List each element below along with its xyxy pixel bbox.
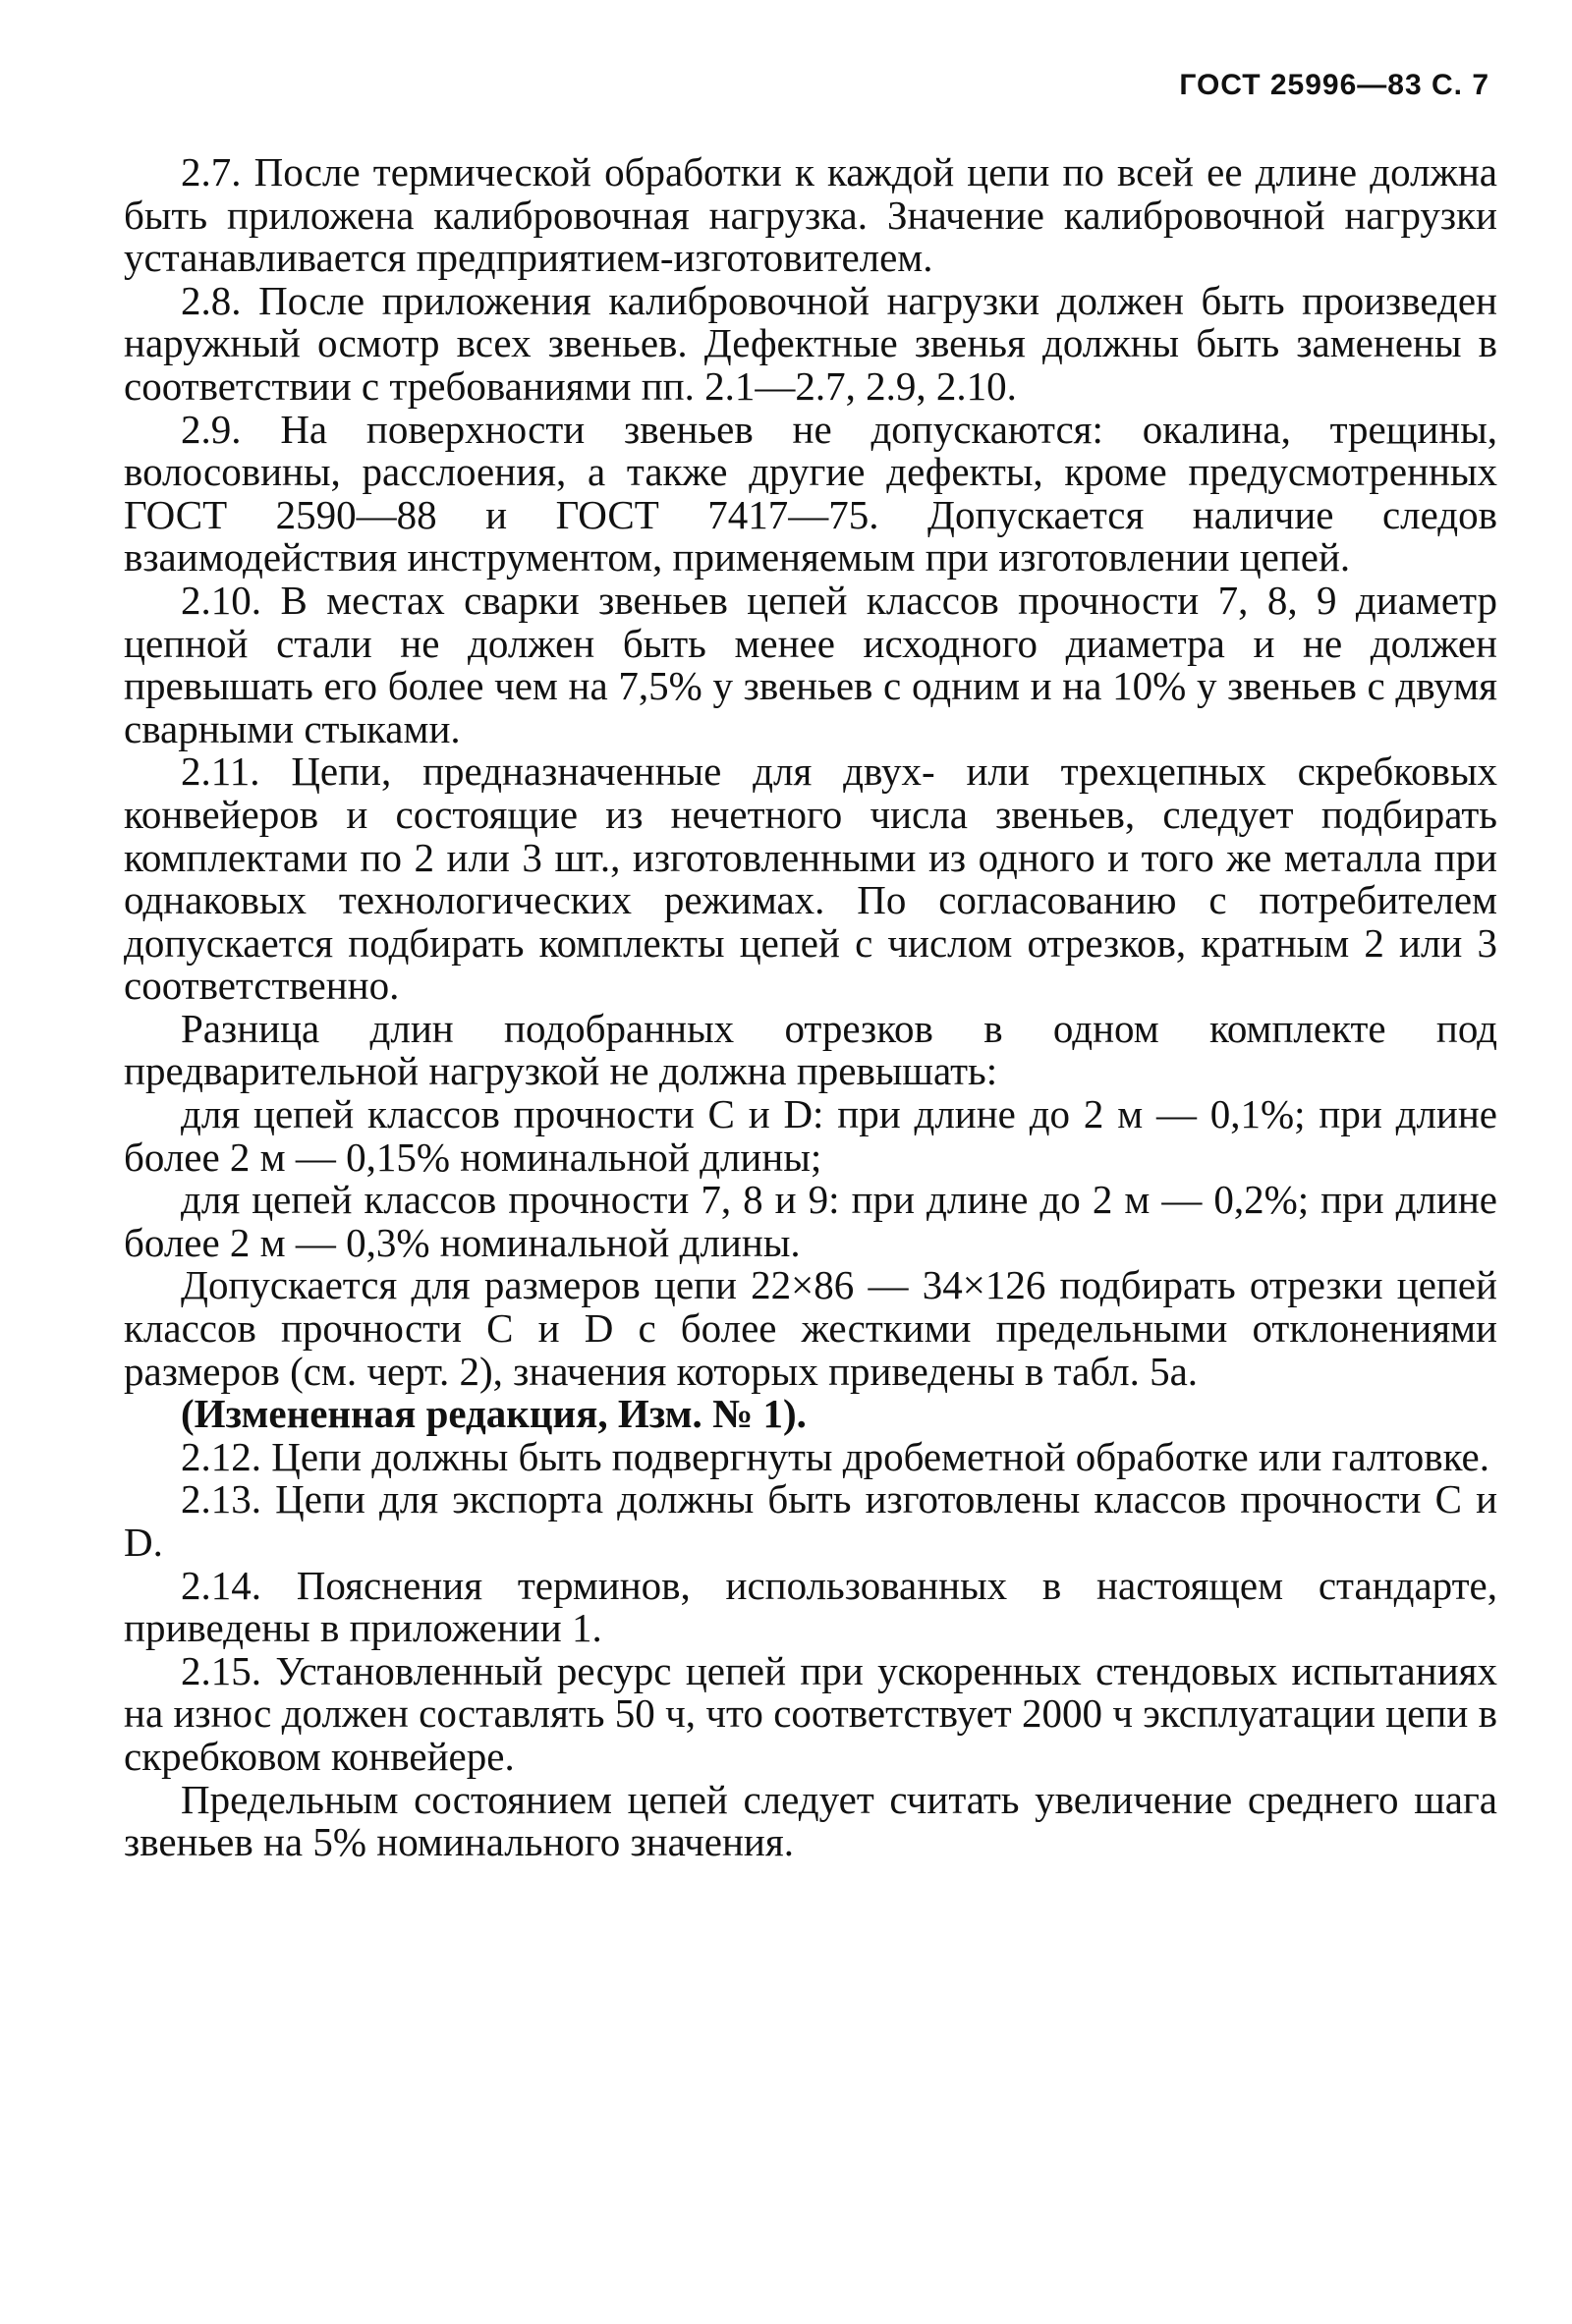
paragraph-text: для цепей классов прочности C и D: при длине до 2 м — 0,1%; при длине более 2 м — 0,15% номинальной длины;: [124, 1091, 1497, 1180]
paragraph-text: Цепи должны быть подвергнуты дробеметной обработке или галтовке.: [271, 1433, 1489, 1479]
paragraph-2-8: [124, 277, 1497, 409]
clause-number: 2.11.: [181, 748, 260, 795]
paragraph-text: Допускается для размеров цепи 22×86 — 34×126 подбирать отрезки цепей классов прочности C и D с более жесткими предельными отклонениями размеров (см. черт. 2), значения которых приведены в табл. 5а.: [124, 1262, 1497, 1394]
paragraph-text: Разница длин подобранных отрезков в одном комплекте под предварительной нагрузкой не должна превышать:: [124, 1005, 1497, 1094]
paragraph-text: После термической обработки к каждой цепи по всей ее длине должна быть приложена калибровочная нагрузка. Значение калибровочной нагрузки устанавливается предприятием-изготовителем.: [124, 149, 1497, 281]
amendment-note: [124, 1393, 1497, 1436]
clause-number: 2.13.: [181, 1476, 261, 1522]
paragraph-limit-state: [124, 1776, 1497, 1865]
paragraph-classes-c-d: [124, 1093, 1497, 1179]
clause-number: 2.9.: [181, 406, 242, 452]
clause-number: 2.8.: [181, 277, 242, 323]
clause-number: 2.15.: [181, 1647, 261, 1693]
paragraph-text: После приложения калибровочной нагрузки должен быть произведен наружный осмотр всех звеньев. Дефектные звенья должны быть заменены в соответствии с требованиями пп. 2.1—2.7, 2.9, 2.10.: [124, 277, 1497, 409]
paragraph-2-12: [124, 1433, 1497, 1479]
paragraph-2-13: [124, 1478, 1497, 1564]
paragraph-text: Цепи, предназначенные для двух- или трехцепных скребковых конвейеров и состоящие из нечетного числа звеньев, следует подбирать комплектами по 2 или 3 шт., изготовленными из одного и того же металла при однаковых технологических режимах. По согласованию с потребителем допускается подбирать комплекты цепей с числом отрезков, кратным 2 или 3 соответственно.: [124, 748, 1497, 1009]
paragraph-text: Пояснения терминов, использованных в настоящем стандарте, приведены в приложении 1.: [124, 1562, 1497, 1651]
paragraph-length-difference: [124, 1005, 1497, 1094]
clause-number: 2.12.: [181, 1433, 261, 1479]
clause-number: 2.7.: [181, 149, 242, 194]
paragraph-text: На поверхности звеньев не допускаются: окалина, трещины, волосовины, расслоения, а также другие дефекты, кроме предусмотренных ГОСТ 2590—88 и ГОСТ 7417—75. Допускается наличие следов взаимодействия инструментом, применяемым при изготовлении цепей.: [124, 406, 1498, 581]
page-header: ГОСТ 25996—83 С. 7: [1179, 69, 1489, 101]
clause-number: 2.14.: [181, 1562, 261, 1608]
paragraph-2-15: [124, 1647, 1497, 1779]
paragraph-2-9: [124, 406, 1498, 581]
paragraph-2-14: [124, 1562, 1497, 1651]
document-body: [124, 151, 1497, 1864]
paragraph-text: Предельным состоянием цепей следует считать увеличение среднего шага звеньев на 5% номинального значения.: [124, 1776, 1497, 1865]
paragraph-2-11: [124, 750, 1497, 1008]
paragraph-classes-7-8-9: [124, 1179, 1497, 1264]
clause-number: 2.10.: [181, 577, 261, 623]
paragraph-text: В местах сварки звеньев цепей классов прочности 7, 8, 9 диаметр цепной стали не должен быть менее исходного диаметра и не должен превышать его более чем на 7,5% у звеньев с одним и на 10% у звеньев с двумя сварными стыками.: [124, 577, 1497, 751]
paragraph-text: (Измененная редакция, Изм. № 1).: [181, 1391, 807, 1437]
paragraph-permitted-sizes: [124, 1264, 1497, 1393]
paragraph-text: Установленный ресурс цепей при ускоренных стендовых испытаниях на износ должен составлять 50 ч, что соответствует 2000 ч эксплуатации цепи в скребковом конвейере.: [124, 1647, 1497, 1779]
paragraph-text: Цепи для экспорта должны быть изготовлены классов прочности C и D.: [124, 1476, 1498, 1565]
paragraph-text: для цепей классов прочности 7, 8 и 9: при длине до 2 м — 0,2%; при длине более 2 м — 0,3% номинальной длины.: [124, 1177, 1497, 1265]
paragraph-2-7: [124, 151, 1497, 280]
paragraph-2-10: [124, 577, 1497, 751]
